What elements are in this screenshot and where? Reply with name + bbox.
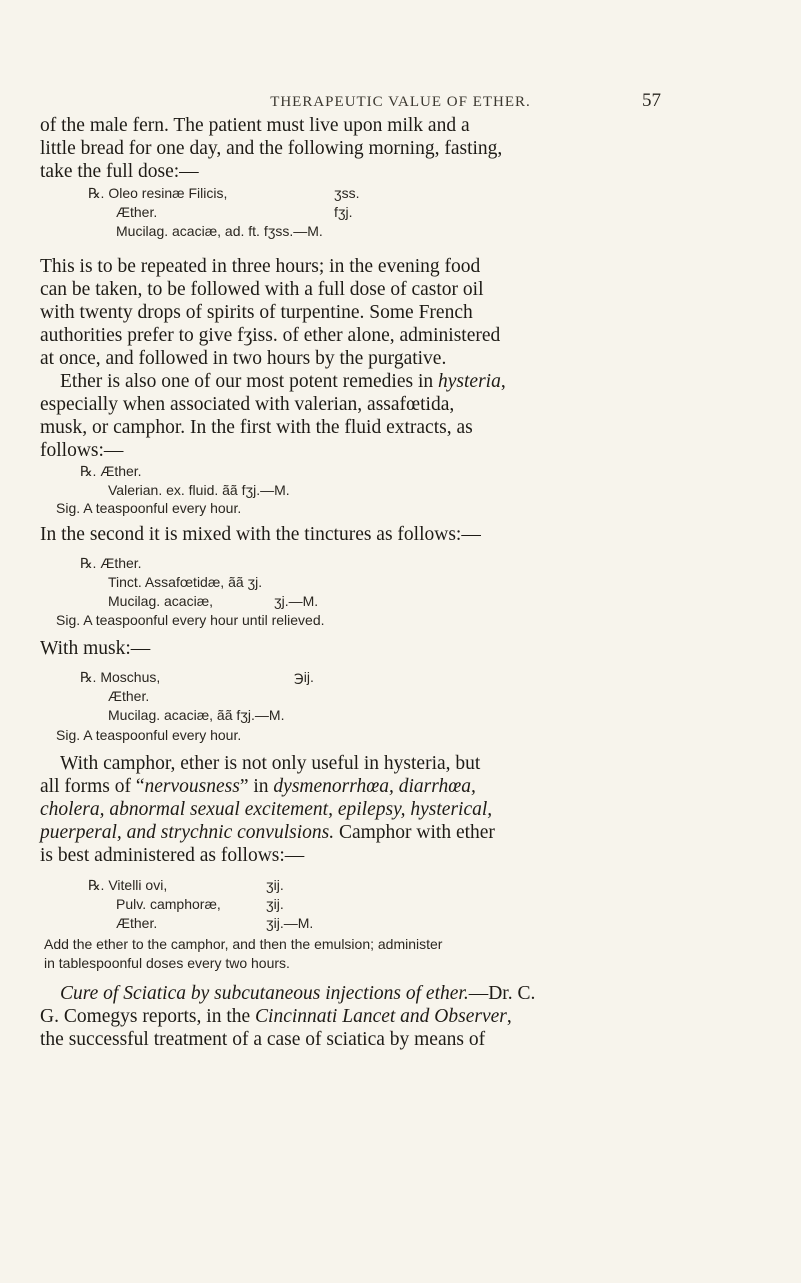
rx-quantity: fʒj. — [334, 204, 353, 220]
rx-ingredient: Mucilag. acaciæ, ad. ft. fʒss.—M. — [116, 223, 323, 239]
text-line — [40, 1005, 770, 1028]
rx-quantity: ʒij. — [266, 877, 284, 893]
dosage-instruction — [44, 935, 744, 973]
text-line: follows:— — [40, 440, 124, 461]
text-span: ” in — [239, 776, 274, 797]
rx-quantity: ʒij. — [266, 896, 284, 912]
page-number: 57 — [642, 90, 661, 111]
paragraph-musk — [40, 637, 770, 660]
text-line: little bread for one day, and the following morning, fasting, — [40, 138, 503, 159]
text-line: This is to be repeated in three hours; in the evening food — [40, 256, 481, 277]
text-span: G. Comegys reports, in the — [40, 1006, 256, 1027]
rx-ingredient: ℞. Moschus, — [80, 669, 161, 685]
text-line: In the second it is mixed with the tinctures as follows:— — [40, 524, 481, 545]
text-line: in tablespoonful doses every two hours. — [44, 955, 290, 971]
rx-quantity: ʒss. — [334, 185, 360, 201]
text-line — [40, 370, 770, 393]
rx-ingredient: ℞. Vitelli ovi, — [88, 877, 168, 893]
text-line: at once, and followed in two hours by the purgative. — [40, 348, 447, 369]
text-line: With camphor, ether is not only useful in hysteria, but — [60, 753, 481, 774]
paragraph-repeat-dose — [40, 255, 770, 370]
rx-quantity: ʒj.—M. — [274, 593, 319, 609]
text-line: of the male fern. The patient must live upon milk and a — [40, 115, 470, 136]
dosage-instruction: Sig. A teaspoonful every hour until relieved. — [56, 612, 325, 628]
rx-ingredient: ℞. Oleo resinæ Filicis, — [88, 185, 228, 201]
text-span: Ether is also one of our most potent remedies in — [60, 371, 439, 392]
rx-quantity: ℈ij. — [294, 669, 314, 685]
text-line: authorities prefer to give fʒiss. of ether alone, administered — [40, 325, 501, 346]
italic-term: nervousness — [144, 776, 240, 797]
rx-ingredient: Mucilag. acaciæ, ãã fʒj.—M. — [108, 707, 285, 723]
text-line — [40, 821, 770, 844]
text-line — [40, 798, 770, 821]
text-line: Add the ether to the camphor, and then the emulsion; administer — [44, 936, 443, 952]
paragraph-male-fern — [40, 114, 770, 183]
text-line: can be taken, to be followed with a full dose of castor oil — [40, 279, 484, 300]
rx-ingredient: Æther. — [116, 915, 158, 931]
rx-ingredient: Valerian. ex. fluid. ãã fʒj.—M. — [108, 482, 290, 498]
text-span: all forms of “ — [40, 776, 145, 797]
dosage-instruction: Sig. A teaspoonful every hour. — [56, 727, 242, 743]
text-line: with twenty drops of spirits of turpentine. Some French — [40, 302, 473, 323]
italic-term: hysteria — [438, 371, 501, 392]
rx-ingredient: Mucilag. acaciæ, — [108, 593, 214, 609]
rx-ingredient: Pulv. camphoræ, — [116, 896, 221, 912]
section-heading: Cure of Sciatica by subcutaneous injections of ether. — [60, 983, 469, 1004]
rx-ingredient: Tinct. Assafœtidæ, ãã ʒj. — [108, 574, 263, 590]
text-line: the successful treatment of a case of sciatica by means of — [40, 1029, 486, 1050]
text-span: , — [506, 1006, 512, 1027]
text-line: especially when associated with valerian, assafœtida, — [40, 394, 455, 415]
dosage-instruction: Sig. A teaspoonful every hour. — [56, 500, 242, 516]
italic-term: puerperal, and strychnic convulsions. — [40, 822, 335, 843]
paragraph-sciatica — [40, 982, 770, 1051]
text-span: Camphor with ether — [334, 822, 495, 843]
text-span: —Dr. C. — [468, 983, 536, 1004]
text-span: , — [500, 371, 506, 392]
rx-ingredient: ℞. Æther. — [80, 463, 142, 479]
text-line: With musk:— — [40, 638, 151, 659]
italic-term: cholera, abnormal sexual excitement, epilepsy, hysterical, — [40, 799, 493, 820]
text-line — [40, 775, 770, 798]
text-line: take the full dose:— — [40, 161, 199, 182]
text-line: is best administered as follows:— — [40, 845, 305, 866]
rx-quantity: ʒij.—M. — [266, 915, 314, 931]
paragraph-hysteria — [40, 370, 770, 462]
rx-ingredient: ℞. Æther. — [80, 555, 142, 571]
text-line — [40, 982, 770, 1005]
paragraph-camphor — [40, 752, 770, 867]
text-line: musk, or camphor. In the first with the fluid extracts, as — [40, 417, 473, 438]
rx-ingredient: Æther. — [116, 204, 158, 220]
italic-term: dysmenorrhœa, diarrhœa, — [273, 776, 476, 797]
journal-title: Cincinnati Lancet and Observer — [255, 1006, 507, 1027]
running-title: THERAPEUTIC VALUE OF ETHER. — [270, 94, 531, 110]
paragraph-tinctures — [40, 523, 770, 546]
rx-ingredient: Æther. — [108, 688, 150, 704]
